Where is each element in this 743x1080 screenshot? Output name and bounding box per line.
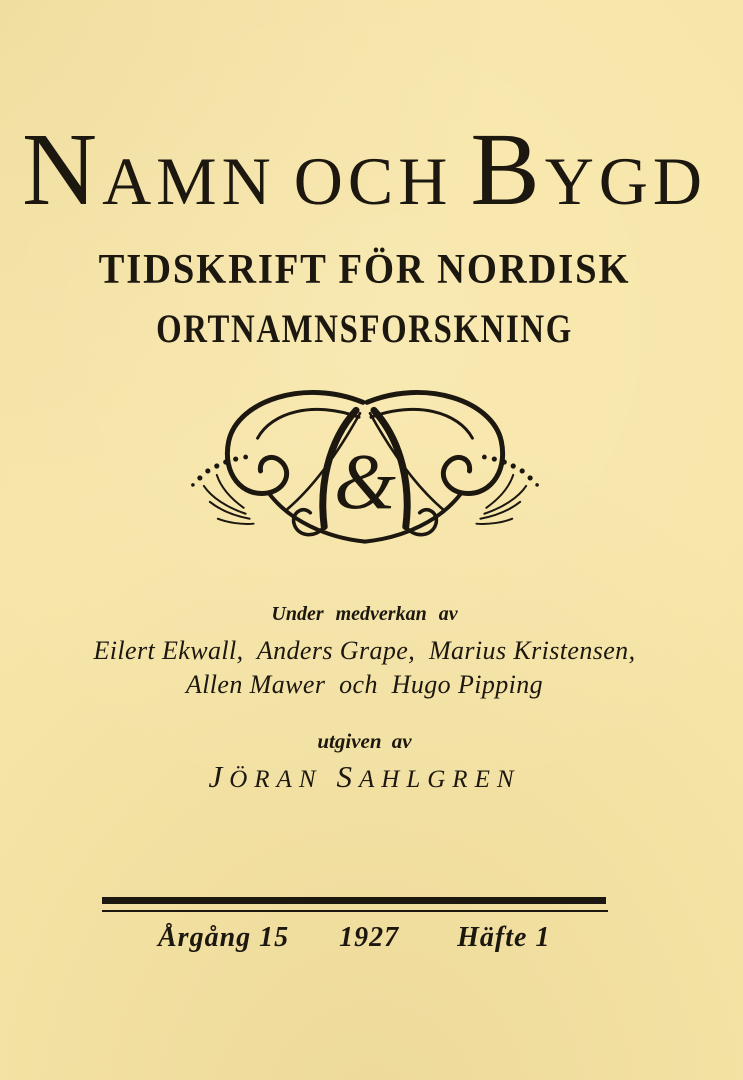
- publisher-initial-j: J: [208, 759, 230, 794]
- issue-label: Häfte 1: [457, 922, 551, 953]
- publisher-part-ahlgren: AHLGREN: [359, 766, 521, 793]
- thick-rule: [102, 897, 606, 904]
- title-part-amn: AMN: [102, 143, 276, 219]
- subtitle-line-2: ORTNAMNSFORSKNING: [156, 306, 573, 351]
- monogram-icon: [176, 386, 554, 546]
- contributors-heading: Under medverkan av: [271, 603, 458, 625]
- title-initial-n: N: [21, 112, 103, 227]
- thin-rule: [102, 910, 608, 912]
- contributors-line-1: Eilert Ekwall, Anders Grape, Marius Kristensen,: [93, 636, 636, 665]
- title-part-ygd: YGD: [544, 143, 708, 219]
- publisher-heading: utgiven av: [317, 729, 412, 753]
- subtitle-line-1: TIDSKRIFT FÖR NORDISK: [98, 247, 631, 293]
- publisher-part-oran: ÖRAN: [229, 766, 323, 793]
- publisher-initial-s: S: [336, 759, 360, 794]
- volume-label: Årgång 15: [158, 922, 290, 953]
- contributors-line-2: Allen Mawer och Hugo Pipping: [185, 670, 544, 699]
- year-label: 1927: [339, 922, 400, 953]
- monogram-ampersand: &: [333, 437, 396, 526]
- nb-monogram-ornament: [0, 386, 729, 546]
- title-word-och: OCH: [293, 143, 453, 219]
- journal-title: [0, 112, 729, 227]
- issue-info-row: [102, 922, 606, 954]
- title-initial-b: B: [470, 112, 545, 227]
- publisher-name: [0, 758, 729, 795]
